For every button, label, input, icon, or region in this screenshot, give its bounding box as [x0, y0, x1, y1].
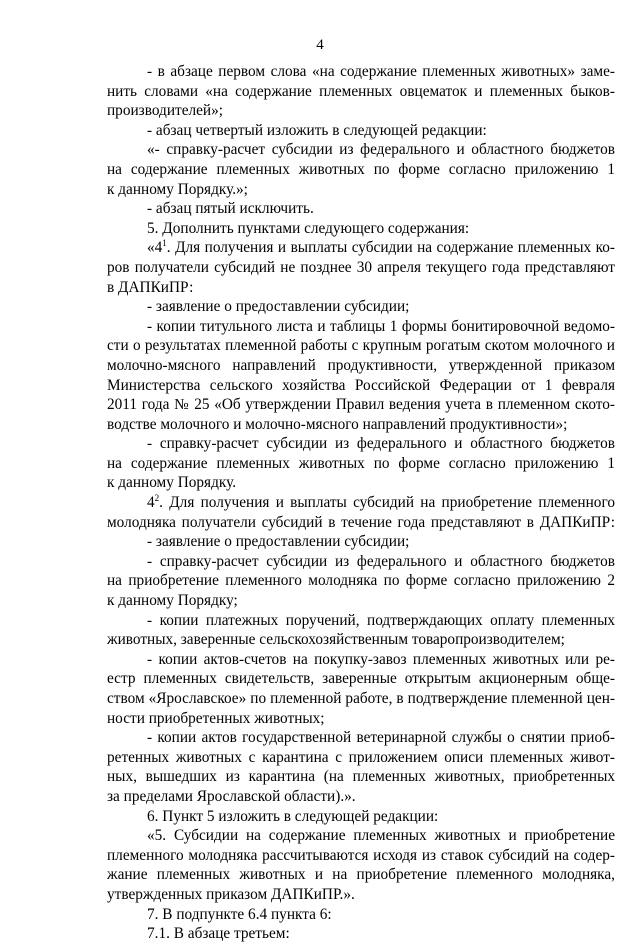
- text-line: - копии титульного листа и таблицы 1 формы бонитировочной ведомо-: [147, 317, 615, 335]
- text-line: ретенных животных с карантина с приложением описи племенных живот-: [107, 748, 615, 766]
- text-line: в ДАПКиПР:: [107, 278, 194, 296]
- text-line: за пределами Ярославской области).».: [107, 787, 356, 805]
- text-line: - копии актов-счетов на покупку-завоз племенных животных или ре-: [147, 650, 615, 668]
- text-line: - копии актов государственной ветеринарной службы о снятии приоб-: [147, 729, 615, 747]
- text-line: молочно-мясного направлений продуктивности, утвержденной приказом: [107, 356, 615, 374]
- text-line: «- справку-расчет субсидии из федерального и областного бюджетов: [147, 141, 615, 159]
- text-line: 2011 года № 25 «Об утверждении Правил ведения учета в племенном ското-: [107, 396, 615, 414]
- text-line: к данному Порядку.: [107, 474, 237, 492]
- text-line: естр племенных свидетельств, заверенные открытым акционерным обще-: [107, 670, 615, 688]
- text-line: ности приобретенных животных;: [107, 709, 325, 727]
- text-line: жание племенных животных и на приобретение племенного молодняка,: [107, 866, 615, 884]
- text-line: - копии платежных поручений, подтверждающих оплату племенных: [147, 611, 615, 629]
- text-line: на содержание племенных животных по форме согласно приложению 1: [107, 160, 615, 178]
- text-fragment: . Для получения и выплаты субсидии на содержание племенных ко-: [166, 239, 615, 257]
- text-line: ством «Ярославское» по племенной работе, в подтверждение племенной цен-: [107, 690, 615, 707]
- superscript: 2: [154, 492, 160, 503]
- text-line: - заявление о предоставлении субсидии;: [147, 533, 410, 551]
- text-line: «5. Субсидии на содержание племенных животных и приобретение: [147, 827, 615, 845]
- text-line: - абзац пятый исключить.: [147, 200, 314, 218]
- text-fragment: «4: [147, 239, 163, 257]
- text-line: Министерства сельского хозяйства Российской Федерации от 1 февраля: [107, 376, 615, 394]
- text-line: к данному Порядку.»;: [107, 180, 248, 198]
- text-line: нить словами «на содержание племенных овцематок и племенных быков-: [107, 82, 615, 100]
- text-line: утвержденных приказом ДАПКиПР.».: [107, 885, 355, 903]
- text-line: 7. В подпункте 6.4 пункта 6:: [147, 905, 332, 923]
- text-line: водстве молочного и молочно-мясного направлений продуктивности»;: [107, 415, 568, 433]
- text-line: ров получатели субсидий не позднее 30 апреля текущего года представляют: [107, 258, 615, 276]
- text-line: молодняка получатели субсидий в течение года представляют в ДАПКиПР:: [107, 513, 615, 531]
- text-line: - заявление о предоставлении субсидии;: [147, 298, 410, 316]
- text-line: производителей»;: [107, 102, 223, 120]
- text-line: 5. Дополнить пунктами следующего содержания:: [147, 219, 470, 237]
- text-line: племенного молодняка рассчитываются исходя из ставок субсидий на содер-: [107, 846, 615, 864]
- text-line: [107, 238, 615, 258]
- text-fragment: . Для получения и выплаты субсидий на приобретение племенного: [159, 494, 615, 512]
- document-body: [107, 62, 615, 944]
- text-line: [107, 493, 615, 513]
- text-line: на приобретение племенного молодняка по форме согласно приложению 2: [107, 572, 615, 590]
- text-fragment: 4: [147, 494, 155, 512]
- superscript: 1: [162, 238, 167, 249]
- text-line: - абзац четвертый изложить в следующей редакции:: [147, 121, 487, 139]
- text-line: на содержание племенных животных по форме согласно приложению 1: [107, 454, 615, 472]
- text-line: - справку-расчет субсидии из федерального и областного бюджетов: [147, 552, 615, 570]
- text-line: ных, вышедших из карантина (на племенных животных, приобретенных: [107, 768, 615, 786]
- text-line: животных, заверенные сельскохозяйственным товаропроизводителем;: [107, 631, 565, 649]
- text-line: к данному Порядку;: [107, 592, 238, 610]
- text-line: - справку-расчет субсидии из федерального и областного бюджетов: [147, 435, 615, 453]
- text-line: 6. Пункт 5 изложить в следующей редакции:: [147, 807, 439, 825]
- text-line: сти о результатах племенной работы с крупным рогатым скотом молочного и: [107, 337, 615, 355]
- page-number: 4: [316, 37, 324, 53]
- text-line: - в абзаце первом слова «на содержание племенных животных» заме-: [147, 63, 615, 80]
- text-line: 7.1. В абзаце третьем:: [147, 925, 290, 943]
